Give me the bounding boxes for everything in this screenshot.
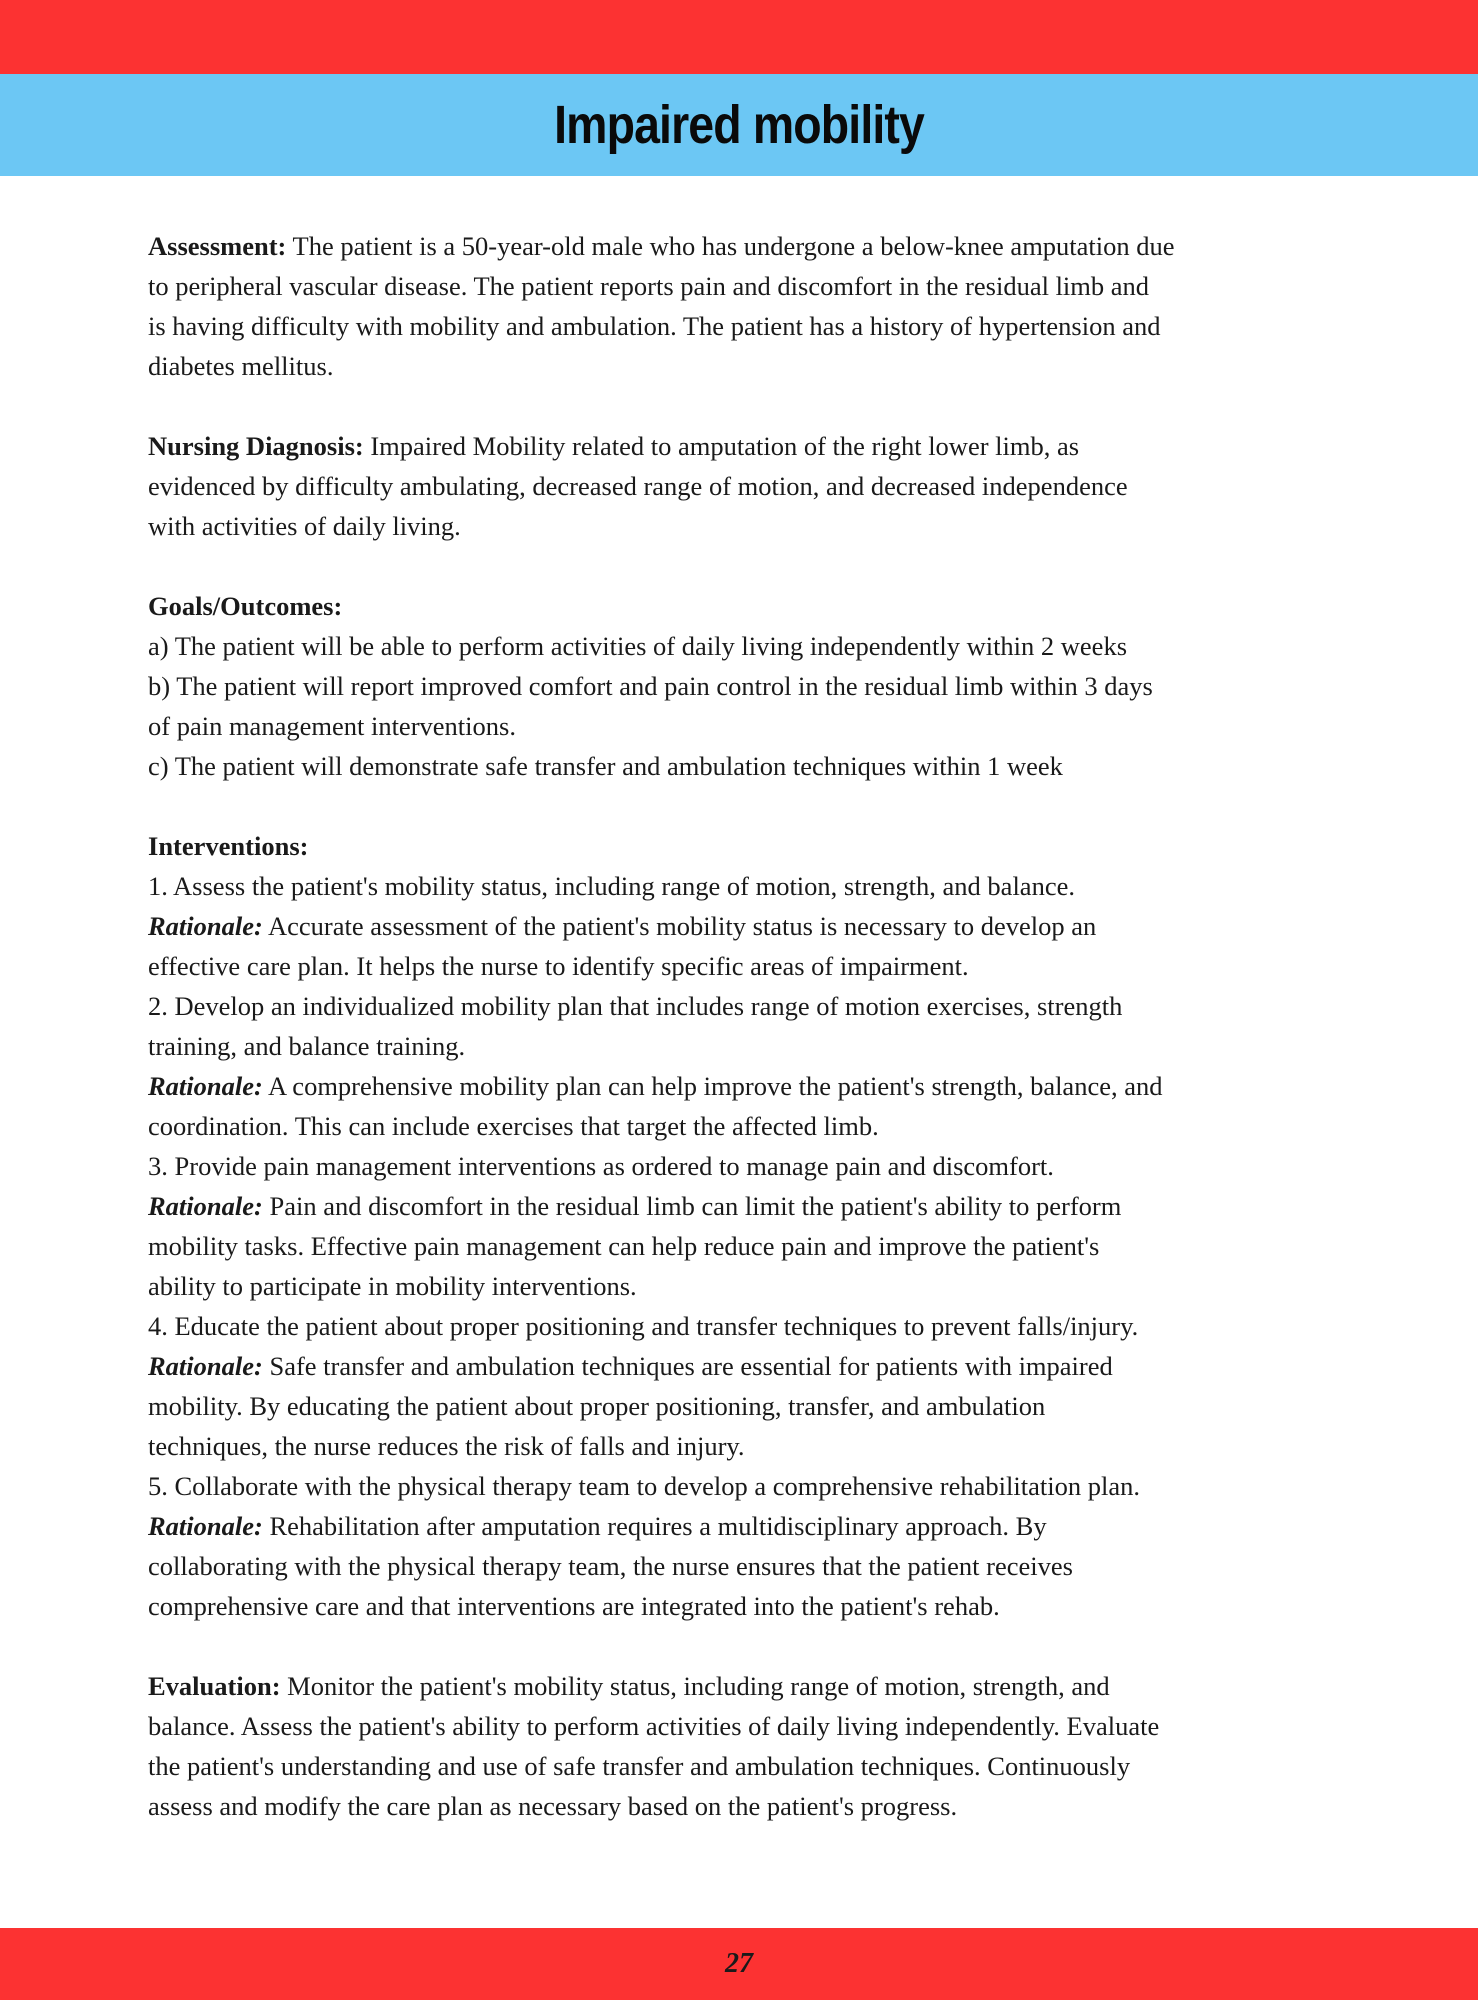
title-band xyxy=(0,74,1478,176)
rationale-line: Rationale: Rehabilitation after amputation requires a multidisciplinary approach. By xyxy=(148,1511,1047,1541)
goals-section xyxy=(148,586,1343,786)
goals-label: Goals/Outcomes: xyxy=(148,591,343,621)
page-title: Impaired mobility xyxy=(554,95,924,155)
rationale-line: mobility tasks. Effective pain management can help reduce pain and improve the patient's xyxy=(148,1231,1100,1261)
interventions-section xyxy=(148,826,1343,1626)
goal-line: b) The patient will report improved comfort and pain control in the residual limb within 3 days xyxy=(148,671,1153,701)
rationale-line: Rationale: Accurate assessment of the patient's mobility status is necessary to develop an xyxy=(148,911,1097,941)
goal-line: c) The patient will demonstrate safe transfer and ambulation techniques within 1 week xyxy=(148,751,1063,781)
rationale-label: Rationale: xyxy=(148,1071,263,1101)
assessment-line: to peripheral vascular disease. The patient reports pain and discomfort in the residual limb and xyxy=(148,271,1150,301)
assessment-section xyxy=(148,226,1343,386)
intervention-step: 5. Collaborate with the physical therapy team to develop a comprehensive rehabilitation plan. xyxy=(148,1471,1140,1501)
footer-bar xyxy=(0,1928,1478,2000)
rationale-label: Rationale: xyxy=(148,1351,263,1381)
evaluation-line: balance. Assess the patient's ability to perform activities of daily living independently. Evaluate xyxy=(148,1711,1160,1741)
top-accent-bar xyxy=(0,0,1478,74)
assessment-line: is having difficulty with mobility and ambulation. The patient has a history of hypertension and xyxy=(148,311,1161,341)
goal-line: a) The patient will be able to perform activities of daily living independently within 2 weeks xyxy=(148,631,1128,661)
intervention-step: 3. Provide pain management interventions as ordered to manage pain and discomfort. xyxy=(148,1151,1054,1181)
interventions-label: Interventions: xyxy=(148,831,309,861)
rationale-line: Rationale: Pain and discomfort in the residual limb can limit the patient's ability to perform xyxy=(148,1191,1122,1221)
diagnosis-label: Nursing Diagnosis: xyxy=(148,431,364,461)
diagnosis-line: evidenced by difficulty ambulating, decreased range of motion, and decreased independence xyxy=(148,471,1128,501)
evaluation-line: assess and modify the care plan as necessary based on the patient's progress. xyxy=(148,1791,958,1821)
rationale-line: Rationale: Safe transfer and ambulation techniques are essential for patients with impaired xyxy=(148,1351,1113,1381)
assessment-line: diabetes mellitus. xyxy=(148,351,334,381)
assessment-line: Assessment: The patient is a 50-year-old male who has undergone a below-knee amputation due xyxy=(148,231,1175,261)
evaluation-section xyxy=(148,1666,1343,1826)
rationale-line: mobility. By educating the patient about proper positioning, transfer, and ambulation xyxy=(148,1391,1046,1421)
intervention-step: training, and balance training. xyxy=(148,1031,466,1061)
evaluation-line: Evaluation: Monitor the patient's mobility status, including range of motion, strength, and xyxy=(148,1671,1110,1701)
diagnosis-line: with activities of daily living. xyxy=(148,511,461,541)
rationale-label: Rationale: xyxy=(148,911,263,941)
rationale-line: collaborating with the physical therapy team, the nurse ensures that the patient receives xyxy=(148,1551,1073,1581)
rationale-label: Rationale: xyxy=(148,1191,263,1221)
rationale-line: Rationale: A comprehensive mobility plan can help improve the patient's strength, balance, and xyxy=(148,1071,1163,1101)
intervention-step: 1. Assess the patient's mobility status, including range of motion, strength, and balance. xyxy=(148,871,1075,901)
rationale-line: techniques, the nurse reduces the risk of falls and injury. xyxy=(148,1431,745,1461)
intervention-step: 4. Educate the patient about proper positioning and transfer techniques to prevent falls/injury. xyxy=(148,1311,1139,1341)
rationale-line: effective care plan. It helps the nurse to identify specific areas of impairment. xyxy=(148,951,969,981)
rationale-line: comprehensive care and that interventions are integrated into the patient's rehab. xyxy=(148,1591,1000,1621)
nursing-diagnosis-section xyxy=(148,426,1343,546)
care-plan-content xyxy=(148,226,1343,1866)
rationale-line: coordination. This can include exercises that target the affected limb. xyxy=(148,1111,879,1141)
rationale-label: Rationale: xyxy=(148,1511,263,1541)
evaluation-label: Evaluation: xyxy=(148,1671,281,1701)
goal-line: of pain management interventions. xyxy=(148,711,516,741)
diagnosis-line: Nursing Diagnosis: Impaired Mobility related to amputation of the right lower limb, as xyxy=(148,431,1080,461)
rationale-line: ability to participate in mobility interventions. xyxy=(148,1271,637,1301)
assessment-label: Assessment: xyxy=(148,231,287,261)
page-number: 27 xyxy=(725,1948,753,1979)
intervention-step: 2. Develop an individualized mobility plan that includes range of motion exercises, strength xyxy=(148,991,1123,1021)
evaluation-line: the patient's understanding and use of safe transfer and ambulation techniques. Continuously xyxy=(148,1751,1131,1781)
